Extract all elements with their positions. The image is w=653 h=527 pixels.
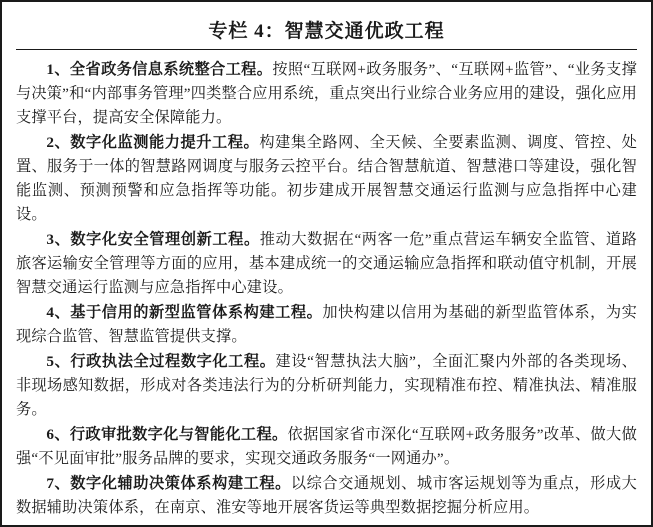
- paragraph-2-body: 构建集全路网、全天候、全要素监测、调度、管控、处置、服务于一体的智慧路网调度与服务云控平台。结合智慧航道、智慧港口等建设，强化智能监测、预测预警和应急指挥等功能。初步建成开展智慧交通运行监测与应急指挥中心建设。: [16, 134, 637, 224]
- paragraph-2-lead: 2、数字化监测能力提升工程。: [46, 134, 260, 152]
- paragraph-6-body: 依据国家省市深化“互联网+政务服务”改革、做大做强“不见面审批”服务品牌的要求，实现交通政务服务“一网通办”。: [16, 426, 637, 468]
- paragraph-6: [16, 423, 637, 471]
- paragraph-5-lead: 5、行政执法全过程数字化工程。: [46, 353, 276, 371]
- paragraph-4-lead: 4、基于信用的新型监管体系构建工程。: [46, 304, 323, 322]
- paragraph-4-body: 加快构建以信用为基础的新型监管体系，为实现综合监管、智慧监管提供支撑。: [16, 304, 637, 346]
- page-title: 专栏 4：智慧交通优政工程: [208, 21, 445, 42]
- title-divider: [16, 49, 637, 50]
- paragraph-1: [16, 58, 637, 130]
- paragraph-3: [16, 228, 637, 300]
- paragraph-3-body: 推动大数据在“两客一危”重点营运车辆安全监管、道路旅客运输安全管理等方面的应用，基本建成统一的交通运输应急指挥和联动值守机制，开展智慧交通运行监测与应急指挥中心建设。: [16, 231, 637, 297]
- paragraph-2: [16, 131, 637, 227]
- paragraph-5-body: 建设“智慧执法大脑”，全面汇聚内外部的各类现场、非现场感知数据，形成对各类违法行为的分析研判能力，实现精准布控、精准执法、精准服务。: [16, 353, 637, 419]
- paragraph-4: [16, 301, 637, 349]
- paragraph-7-body: 以综合交通规划、城市客运规划等为重点，形成大数据辅助决策体系，在南京、淮安等地开展客货运等典型数据挖掘分析应用。: [16, 475, 637, 517]
- paragraph-3-lead: 3、数字化安全管理创新工程。: [46, 231, 260, 249]
- paragraph-7: [16, 472, 637, 520]
- paragraph-7-lead: 7、数字化辅助决策体系构建工程。: [46, 475, 291, 493]
- paragraph-1-body: 按照“互联网+政务服务”、“互联网+监管”、“业务支撑与决策”和“内部事务管理”四类整合应用系统，重点突出行业综合业务应用的建设，强化应用支撑平台，提高安全保障能力。: [16, 61, 637, 127]
- paragraph-6-lead: 6、行政审批数字化与智能化工程。: [46, 426, 288, 444]
- paragraph-1-lead: 1、全省政务信息系统整合工程。: [46, 61, 273, 78]
- paragraph-5: [16, 350, 637, 422]
